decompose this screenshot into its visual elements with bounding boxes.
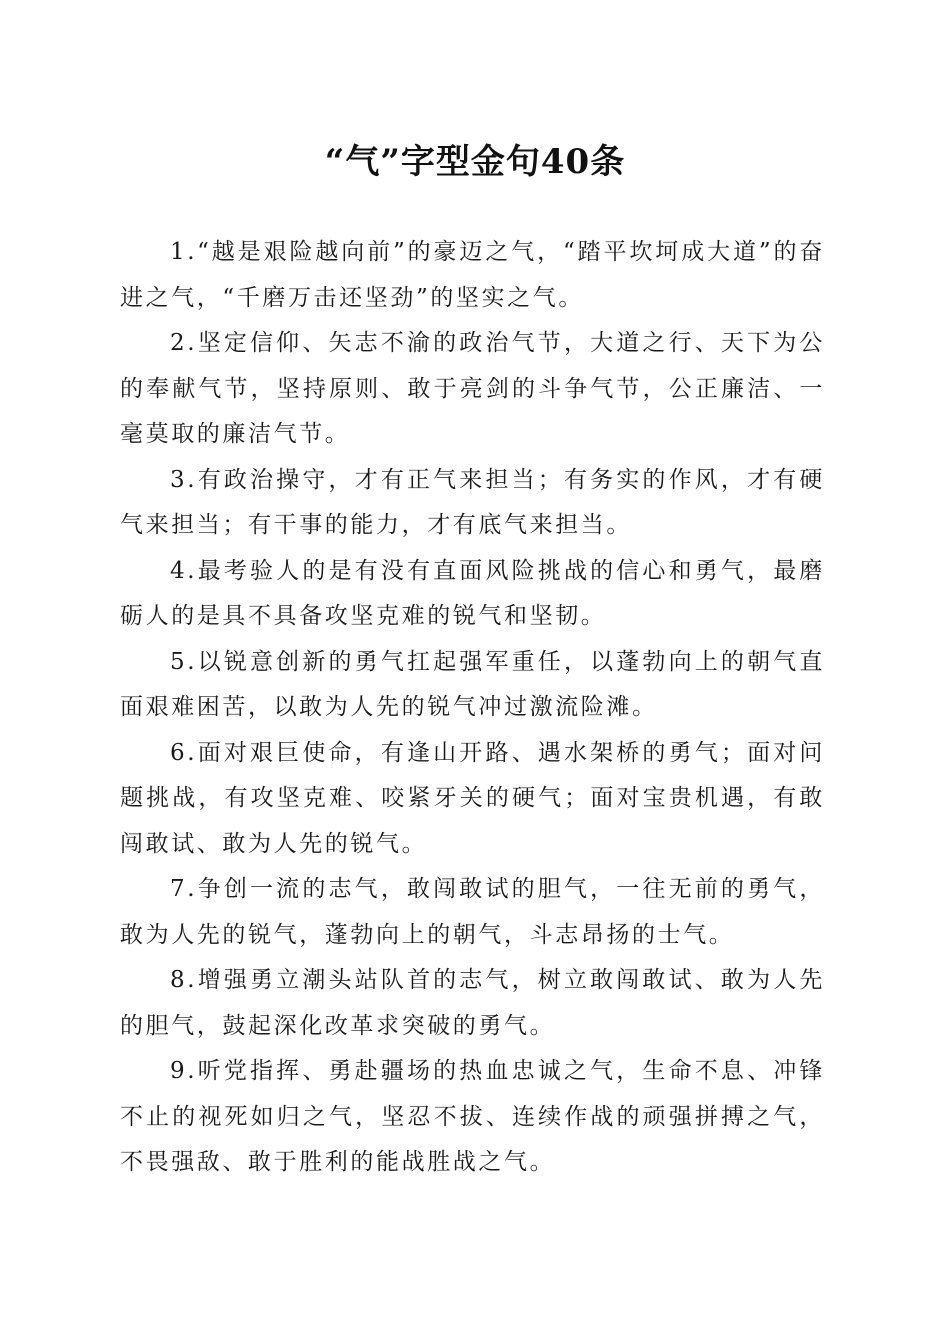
paragraph-3: 3.有政治操守，才有正气来担当；有务实的作风，才有硬气来担当；有干事的能力，才有底气来担当。 xyxy=(120,466,825,538)
document-title: “气”字型金句40条 xyxy=(324,142,626,182)
paragraph-1: 1.“越是艰险越向前”的豪迈之气，“踏平坎坷成大道”的奋进之气，“千磨万击还坚劲”的坚实之气。 xyxy=(120,239,825,311)
paragraph-7: 7.争创一流的志气，敢闯敢试的胆气，一往无前的勇气，敢为人先的锐气，蓬勃向上的朝气，斗志昂扬的士气。 xyxy=(120,876,825,948)
paragraph-2: 2.坚定信仰、矢志不渝的政治气节，大道之行、天下为公的奉献气节，坚持原则、敢于亮剑的斗争气节，公正廉洁、一毫莫取的廉洁气节。 xyxy=(120,330,825,447)
paragraph-8: 8.增强勇立潮头站队首的志气，树立敢闯敢试、敢为人先的胆气，鼓起深化改革求突破的勇气。 xyxy=(120,967,825,1039)
paragraph-6: 6.面对艰巨使命，有逢山开路、遇水架桥的勇气；面对问题挑战，有攻坚克难、咬紧牙关的硬气；面对宝贵机遇，有敢闯敢试、敢为人先的锐气。 xyxy=(120,739,825,857)
document-body xyxy=(120,230,825,1186)
paragraph-9: 9.听党指挥、勇赴疆场的热血忠诚之气，生命不息、冲锋不止的视死如归之气，坚忍不拔、连续作战的顽强拼搏之气，不畏强敌、敢于胜利的能战胜战之气。 xyxy=(120,1058,825,1175)
paragraph-4: 4.最考验人的是有没有直面风险挑战的信心和勇气，最磨砺人的是具不具备攻坚克难的锐气和坚韧。 xyxy=(120,557,825,629)
paragraph-5: 5.以锐意创新的勇气扛起强军重任，以蓬勃向上的朝气直面艰难困苦，以敢为人先的锐气冲过激流险滩。 xyxy=(120,648,825,720)
